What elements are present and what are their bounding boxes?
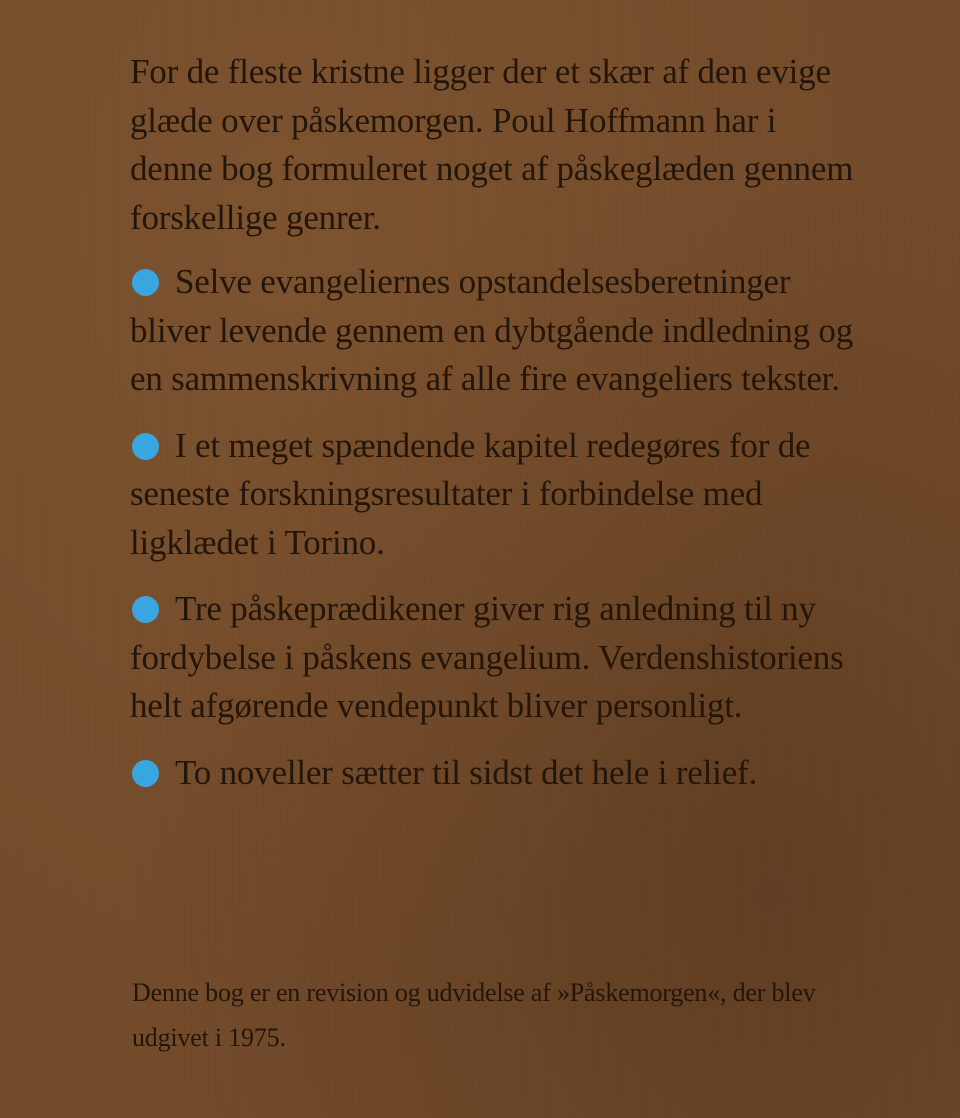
bullet-list — [130, 258, 860, 797]
bullet-text: I et meget spændende kapitel redegøres for de seneste forskningsresultater i forbindelse med ligklædet i Torino. — [130, 425, 811, 562]
bullet-item-ligklaedet — [130, 422, 860, 568]
bullet-text: Selve evangeliernes opstandelsesberetninger bliver levende gennem en dybtgående indledning og en sammenskrivning af alle fire evangeliers tekster. — [130, 262, 854, 398]
bullet-item-noveller — [130, 749, 860, 798]
edition-note: Denne bog er en revision og udvidelse af »Påskemorgen«, der blev udgivet i 1975. — [132, 978, 816, 1052]
bullet-item-praedikener — [130, 585, 860, 731]
blue-dot-icon — [132, 269, 159, 296]
blurb-text — [130, 48, 860, 815]
blue-dot-icon — [132, 433, 159, 460]
intro-paragraph: For de fleste kristne ligger der et skær af den evige glæde over påskemorgen. Poul Hoffmann har i denne bog formuleret noget af påskeglæden gennem forskellige genrer. — [130, 52, 854, 237]
bullet-text: Tre påskeprædikener giver rig anledning til ny fordybelse i påskens evangelium. Verdenshistoriens helt afgørende vendepunkt bliver personligt. — [130, 589, 844, 725]
bullet-text: To noveller sætter til sidst det hele i relief. — [175, 752, 758, 792]
bullet-item-evangelier — [130, 258, 860, 404]
blue-dot-icon — [132, 596, 159, 623]
blue-dot-icon — [132, 760, 159, 787]
